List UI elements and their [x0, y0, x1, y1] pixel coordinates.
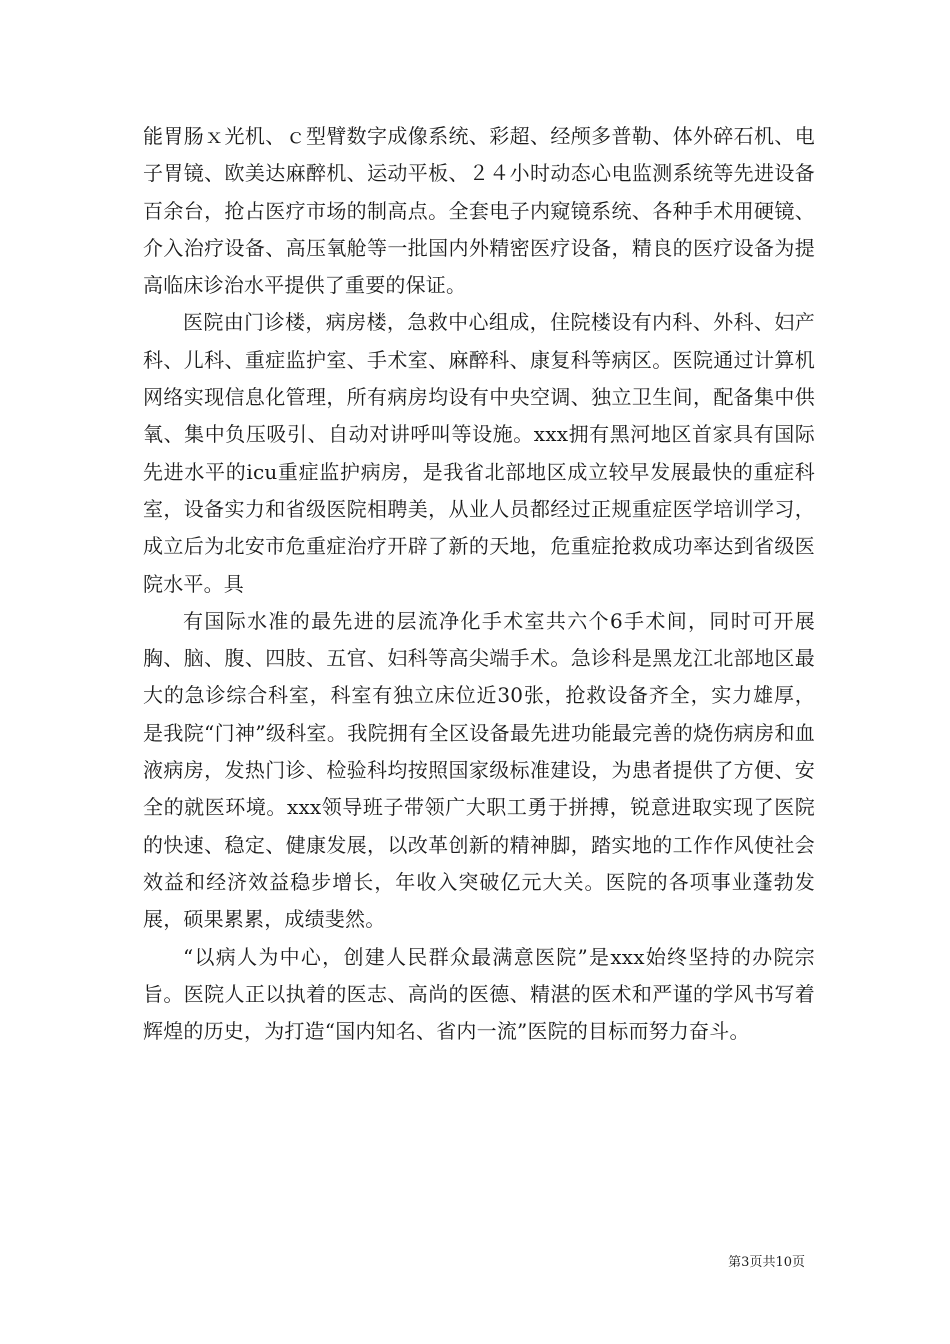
document-body	[143, 118, 815, 1050]
paragraph-mission: “以病人为中心，创建人民群众最满意医院”是xxx始终坚持的办院宗旨。医院人正以执着的医志、高尚的医德、精湛的医术和严谨的学风书写着辉煌的历史，为打造“国内知名、省内一流”医院的目标而努力奋斗。	[143, 944, 815, 1044]
paragraph-equipment: 能胃肠ｘ光机、ｃ型臂数字成像系统、彩超、经颅多普勒、体外碎石机、电子胃镜、欧美达麻醉机、运动平板、２４小时动态心电监测系统等先进设备百余台，抢占医疗市场的制高点。全套电子内窥镜系统、各种手术用硬镜、介入治疗设备、高压氧舱等一批国内外精密医疗设备，精良的医疗设备为提高临床诊治水平提供了重要的保证。	[143, 124, 815, 298]
paragraph-departments: 有国际水准的最先进的层流净化手术室共六个6手术间，同时可开展胸、脑、腹、四肢、五官、妇科等高尖端手术。急诊科是黑龙江北部地区最大的急诊综合科室，科室有独立床位近30张，抢救设备齐全，实力雄厚，是我院“门神”级科室。我院拥有全区设备最先进功能最完善的烧伤病房和血液病房，发热门诊、检验科均按照国家级标准建设，为患者提供了方便、安全的就医环境。xxx领导班子带领广大职工勇于拼搏，锐意进取实现了医院的快速、稳定、健康发展，以改革创新的精神脚，踏实地的工作作风使社会效益和经济效益稳步增长，年收入突破亿元大关。医院的各项事业蓬勃发展，硕果累累，成绩斐然。	[143, 608, 815, 932]
paragraph-facilities: 医院由门诊楼，病房楼，急救中心组成，住院楼设有内科、外科、妇产科、儿科、重症监护室、手术室、麻醉科、康复科等病区。医院通过计算机网络实现信息化管理，所有病房均设有中央空调、独立卫生间，配备集中供氧、集中负压吸引、自动对讲呼叫等设施。xxx拥有黑河地区首家具有国际先进水平的icu重症监护病房，是我省北部地区成立较早发展最快的重症科室，设备实力和省级医院相聘美，从业人员都经过正规重症医学培训学习，成立后为北安市危重症治疗开辟了新的天地，危重症抢救成功率达到省级医院水平。具	[143, 310, 815, 596]
page-number: 第3页共10页	[728, 1255, 805, 1270]
